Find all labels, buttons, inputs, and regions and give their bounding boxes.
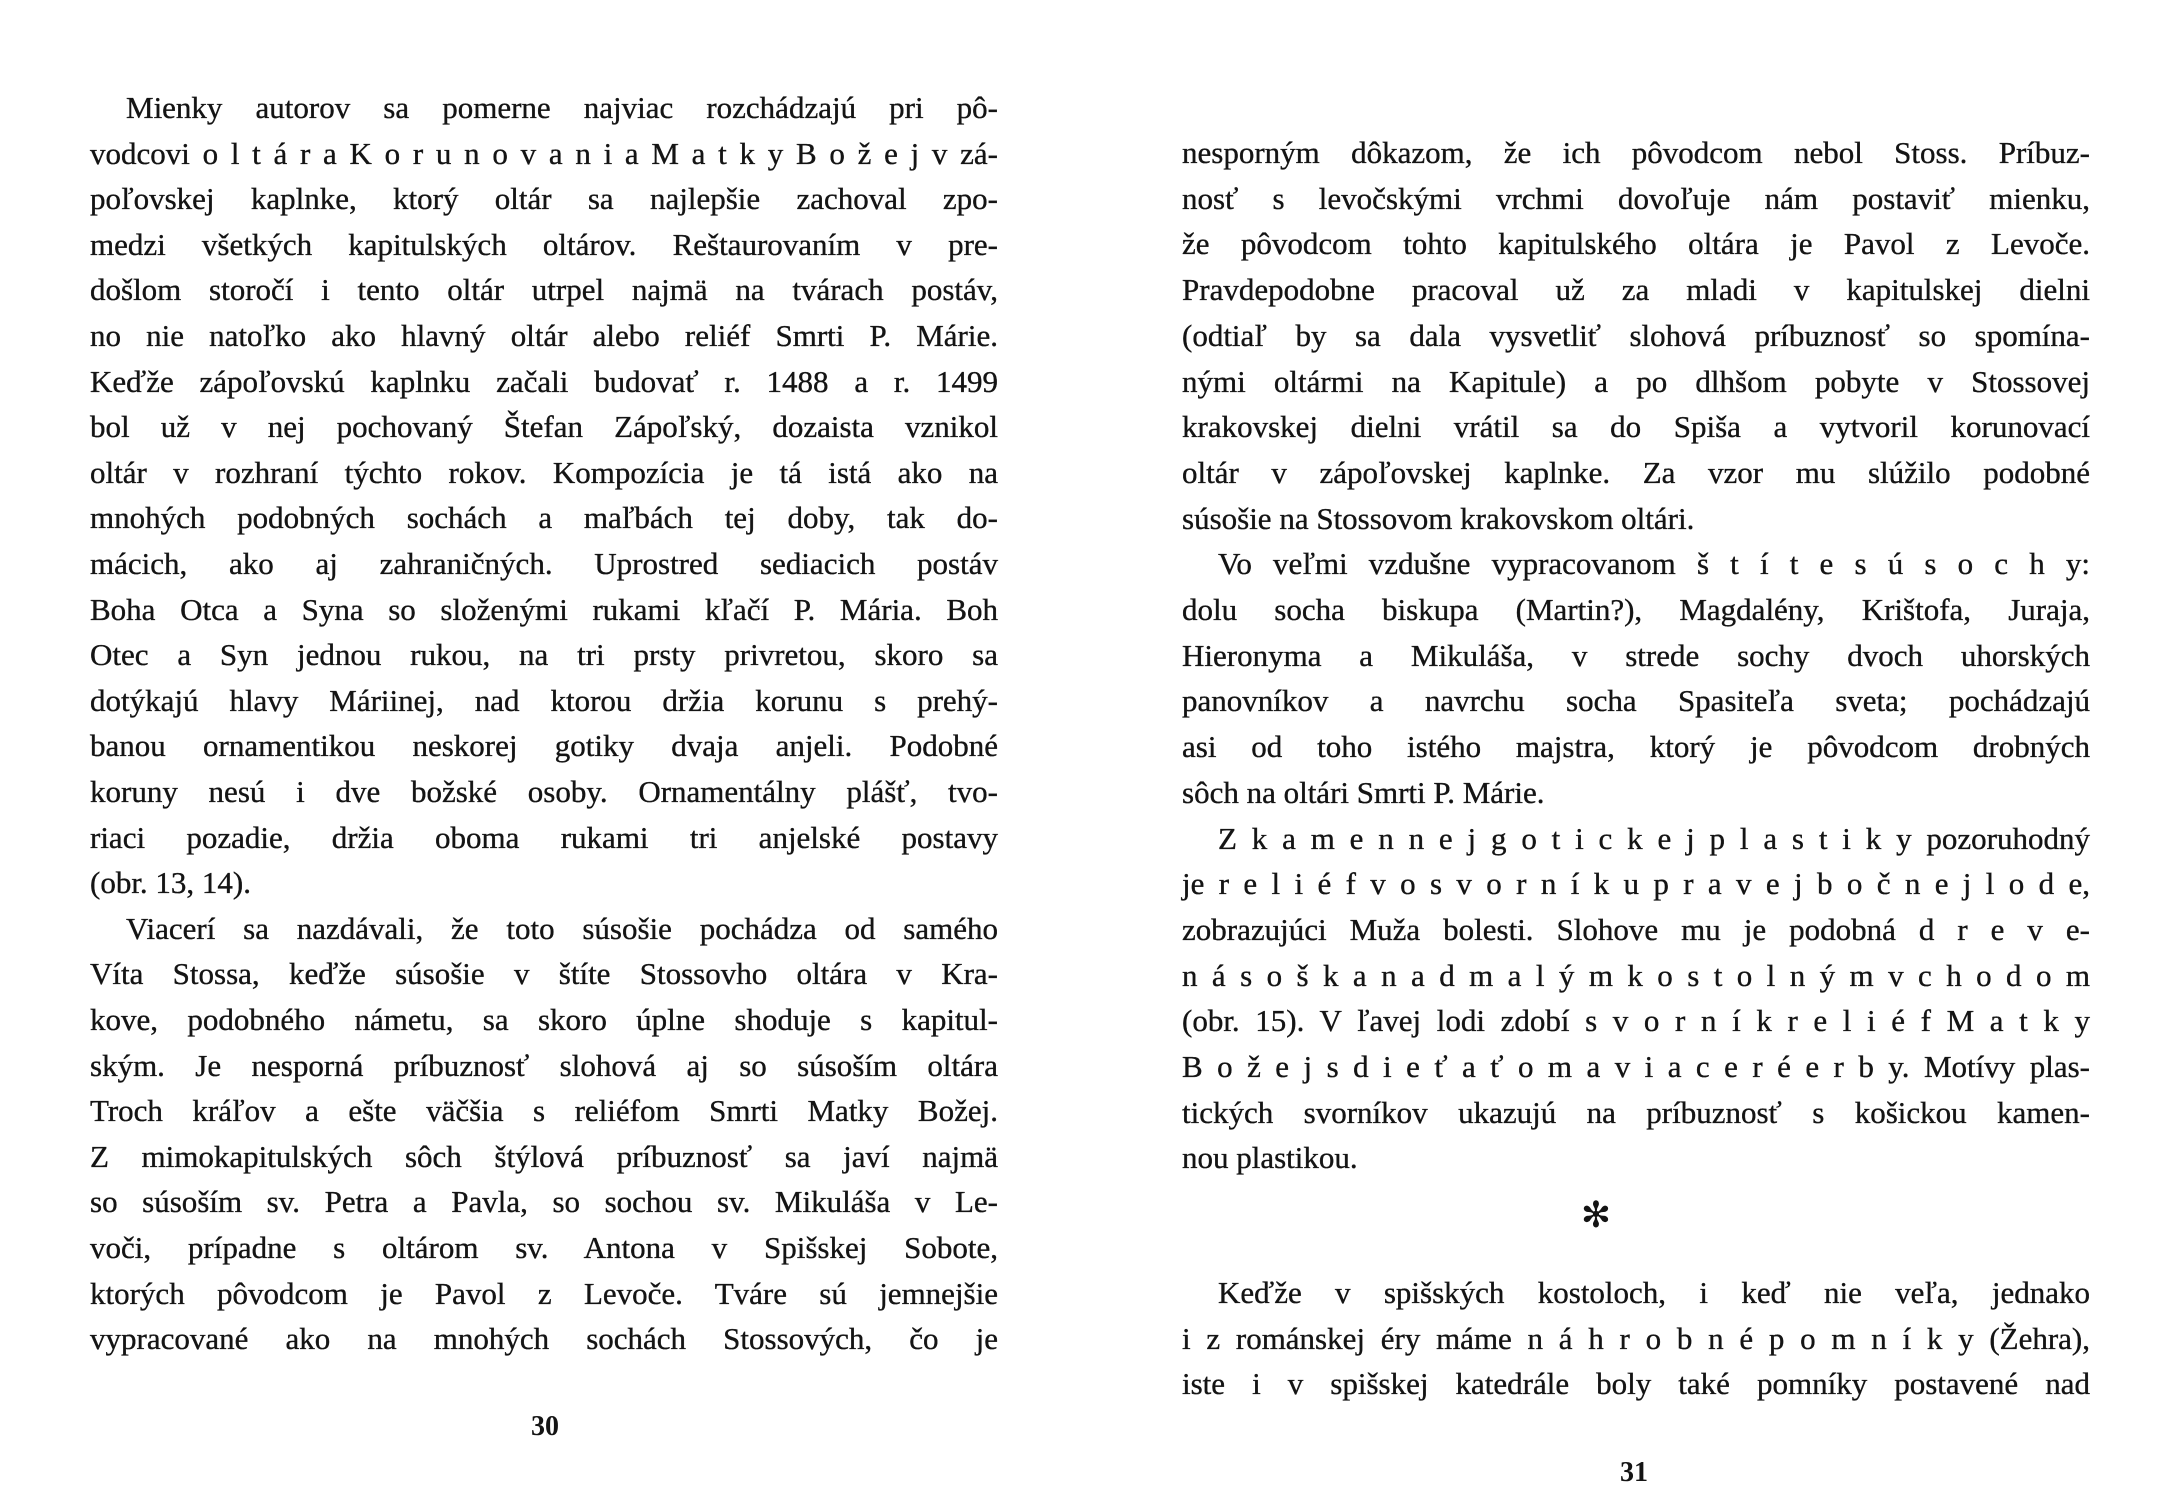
text-line: vodcovi o l t á r a K o r u n o v a n i a M a t k y B o ž e j v zá-: [90, 135, 998, 171]
text-line: i z románskej éry máme n á h r o b n é p o m n í k y (Žehra),: [1182, 1320, 2090, 1356]
text-line: asi od toho istého majstra, ktorý je pôvodcom drobných: [1182, 729, 2090, 765]
text-line: Pravdepodobne pracoval už za mladi v kapitulskej dielni: [1182, 272, 2090, 308]
text-line: dotýkajú hlavy Máriinej, nad ktorou držia korunu s prehý-: [90, 682, 998, 718]
text-line: Mienky autorov sa pomerne najviac rozchádzajú pri pô-: [126, 90, 998, 125]
text-line: B o ž e j s d i e ť a ť o m a v i a c e r é e r b y. Motívy plas-: [1182, 1049, 2090, 1084]
text-line: banou ornamentikou neskorej gotiky dvaja anjeli. Podobné: [90, 728, 998, 764]
text-line: oltár v zápoľovskej kaplnke. Za vzor mu slúžilo podobné: [1182, 454, 2090, 490]
text-line: n á s o š k a n a d m a l ý m k o s t o l n ý m v c h o d o m: [1182, 957, 2090, 993]
text-line: Otec a Syn jednou rukou, na tri prsty privretou, skoro sa: [90, 637, 998, 673]
left-page: [90, 0, 998, 1500]
text-line: krakovskej dielni vrátil sa do Spiša a vytvoril korunovací: [1182, 409, 2090, 445]
text-line: Vo veľmi vzdušne vypracovanom š t í t e s ú s o c h y:: [1218, 546, 2090, 582]
text-line: tických svorníkov ukazujú na príbuznosť s košickou kamen-: [1182, 1094, 2090, 1130]
text-line: vypracované ako na mnohých sochách Stossových, čo je: [90, 1321, 998, 1357]
text-line: Keďže v spišských kostoloch, i keď nie veľa, jednako: [1218, 1275, 2090, 1310]
text-line: kove, podobného námetu, sa skoro úplne shoduje s kapitul-: [90, 1002, 998, 1037]
text-line: sôch na oltári Smrti P. Márie.: [1182, 774, 1545, 810]
text-line: Troch kráľov a ešte väčšia s reliéfom Smrti Matky Božej.: [90, 1093, 998, 1129]
text-line: medzi všetkých kapitulských oltárov. Reštaurovaním v pre-: [90, 226, 998, 262]
text-line: (obr. 15). V ľavej lodi zdobí s v o r n í k r e l i é f M a t k y: [1182, 1003, 2090, 1039]
text-line: dolu socha biskupa (Martin?), Magdalény, Krištofa, Juraja,: [1182, 592, 2090, 627]
text-line: no nie natoľko ako hlavný oltár alebo reliéf Smrti P. Márie.: [90, 318, 998, 353]
text-line: riaci pozadie, držia oboma rukami tri anjelské postavy: [90, 819, 998, 855]
text-line: ktorých pôvodcom je Pavol z Levoče. Tváre sú jemnejšie: [90, 1275, 998, 1311]
page-number-right: 31: [1620, 1457, 1648, 1488]
text-line: mácich, ako aj zahraničných. Uprostred sediacich postáv: [90, 546, 998, 581]
text-line: (odtiaľ by sa dala vysvetliť slohová príbuznosť so spomína-: [1182, 317, 2090, 353]
text-line: došlom storočí i tento oltár utrpel najmä na tvárach postáv,: [90, 272, 998, 308]
text-line: bol už v nej pochovaný Štefan Zápoľský, dozaista vznikol: [90, 409, 998, 445]
text-line: oltár v rozhraní týchto rokov. Kompozícia je tá istá ako na: [90, 454, 998, 490]
text-line: nými oltármi na Kapitule) a po dlhšom pobyte v Stossovej: [1182, 363, 2090, 399]
text-line: voči, prípadne s oltárom sv. Antona v Spišskej Sobote,: [90, 1230, 998, 1265]
text-line: Víta Stossa, keďže súsošie v štíte Stossovho oltára v Kra-: [90, 956, 998, 992]
text-line: iste i v spišskej katedrále boly také pomníky postavené nad: [1182, 1366, 2090, 1402]
text-line: zobrazujúci Muža bolesti. Slohove mu je podobná d r e v e-: [1182, 911, 2090, 947]
text-line: Keďže zápoľovskú kaplnku začali budovať r. 1488 a r. 1499: [90, 363, 998, 399]
text-line: Hieronyma a Mikuláša, v strede sochy dvoch uhorských: [1182, 637, 2090, 673]
text-line: Z k a m e n n e j g o t i c k e j p l a s t i k y pozoruhodný: [1218, 820, 2090, 856]
text-line: nosť s levočskými vrchmi dovoľuje nám postaviť mienku,: [1182, 180, 2090, 216]
text-line: koruny nesú i dve božské osoby. Ornamentálny plášť, tvo-: [90, 774, 998, 809]
text-line: nesporným dôkazom, že ich pôvodcom nebol Stoss. Príbuz-: [1182, 135, 2090, 170]
right-page: [1182, 0, 2090, 1500]
text-line: so súsoším sv. Petra a Pavla, so sochou sv. Mikuláša v Le-: [90, 1184, 998, 1220]
text-line: Z mimokapitulských sôch štýlová príbuznosť sa javí najmä: [90, 1138, 998, 1174]
text-line: ským. Je nesporná príbuznosť slohová aj so súsoším oltára: [90, 1047, 998, 1083]
text-line: nou plastikou.: [1182, 1140, 1358, 1176]
text-line: mnohých podobných sochách a maľbách tej doby, tak do-: [90, 500, 998, 536]
text-line: (obr. 13, 14).: [90, 865, 252, 901]
text-line: panovníkov a navrchu socha Spasiteľa sveta; pochádzajú: [1182, 683, 2090, 719]
text-line: je r e l i é f v o s v o r n í k u p r a v e j b o č n e j l o d e,: [1182, 866, 2090, 902]
text-line: súsošie na Stossovom krakovskom oltári.: [1182, 500, 1695, 536]
text-line: že pôvodcom tohto kapitulského oltára je Pavol z Levoče.: [1182, 226, 2090, 262]
page-number-left: 30: [531, 1411, 559, 1442]
section-separator-asterisk: ✻: [1580, 1195, 1612, 1236]
text-line: Viacerí sa nazdávali, že toto súsošie pochádza od samého: [126, 910, 998, 946]
text-line: Boha Otca a Syna so složenými rukami kľačí P. Mária. Boh: [90, 591, 998, 627]
text-line: poľovskej kaplnke, ktorý oltár sa najlepšie zachoval zpo-: [90, 181, 998, 217]
